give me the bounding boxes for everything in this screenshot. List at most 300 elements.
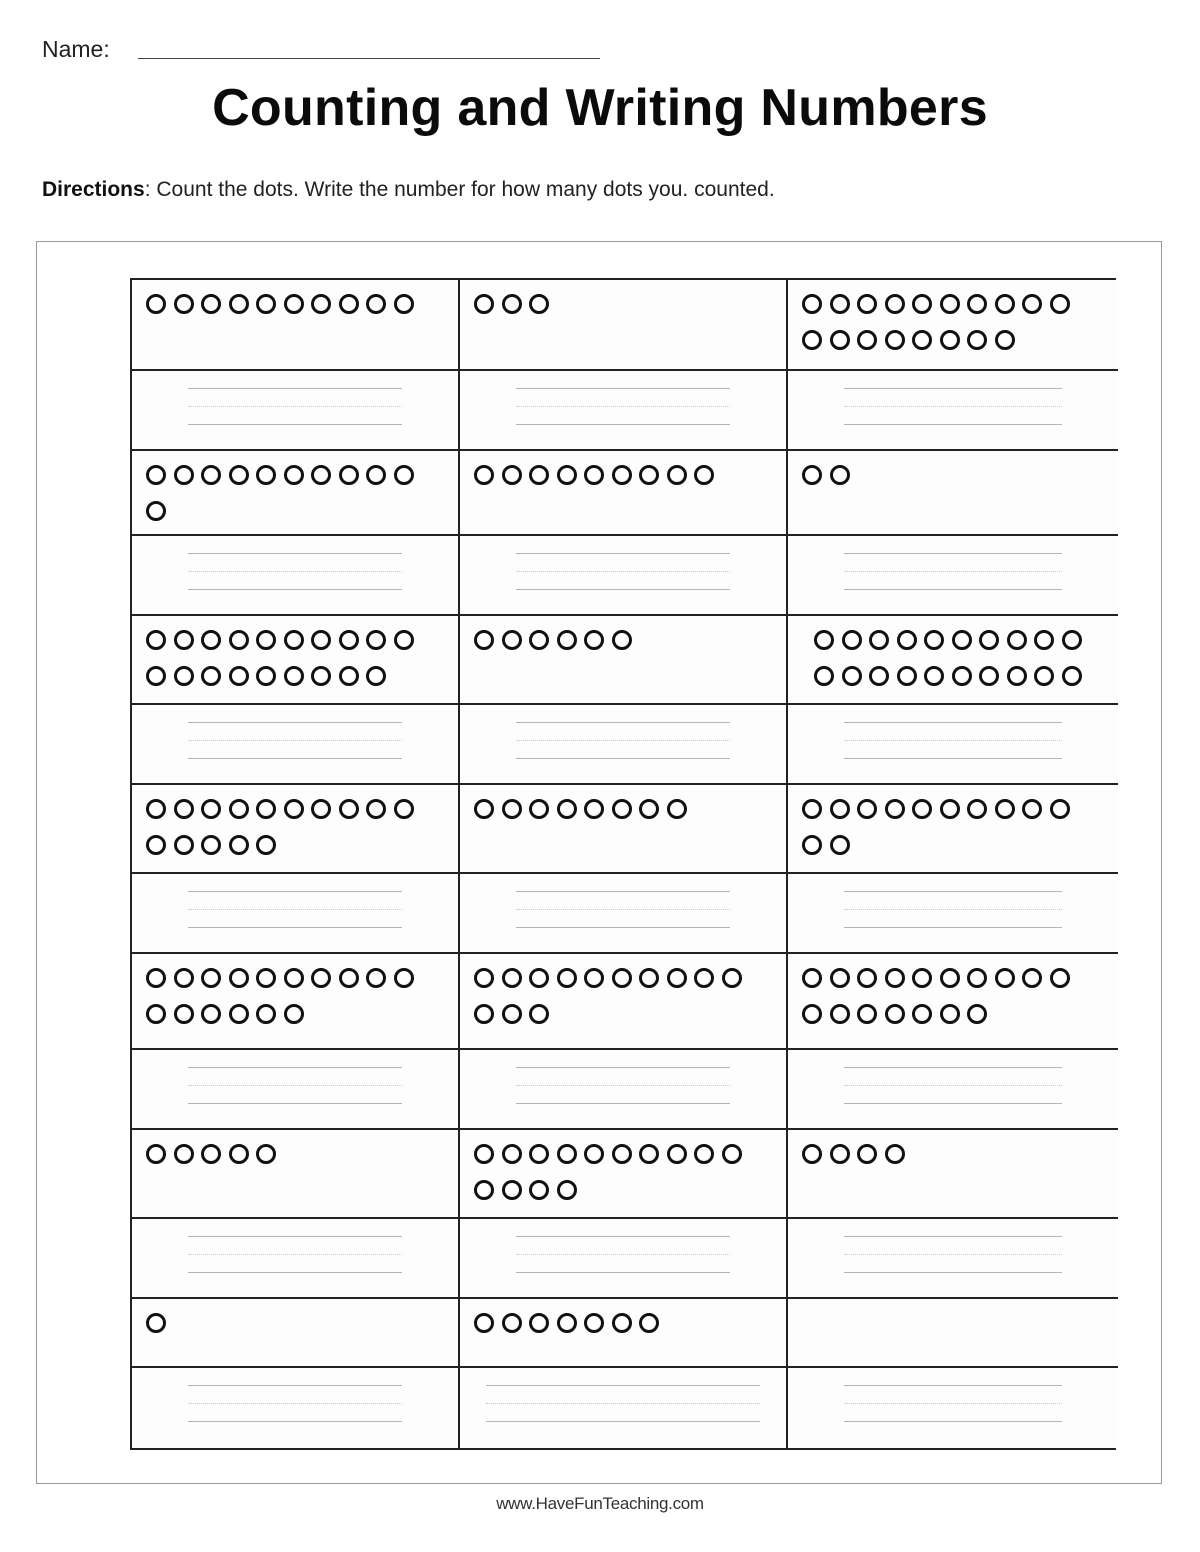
- dot-cell: [788, 616, 1118, 705]
- writing-line: [486, 1421, 760, 1422]
- answer-cell[interactable]: [460, 371, 788, 451]
- count-dot: [339, 465, 359, 485]
- count-dot: [802, 465, 822, 485]
- count-dot: [967, 968, 987, 988]
- count-dot: [529, 1180, 549, 1200]
- count-dot: [394, 630, 414, 650]
- writing-line: [516, 553, 730, 554]
- writing-line: [516, 589, 730, 590]
- count-dot: [667, 968, 687, 988]
- count-dot: [885, 799, 905, 819]
- count-dot: [201, 799, 221, 819]
- count-dot: [474, 294, 494, 314]
- dot-cell: [460, 785, 788, 874]
- midline-dotted: [188, 571, 402, 572]
- handwriting-lines[interactable]: [516, 1067, 730, 1105]
- count-dot: [857, 1144, 877, 1164]
- dot-cell: [132, 954, 460, 1050]
- answer-cell[interactable]: [460, 1050, 788, 1130]
- handwriting-lines[interactable]: [188, 1385, 402, 1423]
- count-dot: [667, 465, 687, 485]
- dot-cell: [460, 451, 788, 536]
- count-dot: [940, 294, 960, 314]
- writing-line: [516, 424, 730, 425]
- count-dot: [146, 501, 166, 521]
- count-dot: [995, 330, 1015, 350]
- midline-dotted: [516, 909, 730, 910]
- count-dot: [256, 465, 276, 485]
- count-dot: [897, 630, 917, 650]
- count-dot: [256, 799, 276, 819]
- name-label: Name:: [42, 36, 110, 62]
- count-dot: [952, 666, 972, 686]
- count-dot: [842, 630, 862, 650]
- answer-cell[interactable]: [788, 1368, 1118, 1448]
- count-dot: [912, 1004, 932, 1024]
- count-dot: [339, 630, 359, 650]
- writing-line: [844, 553, 1062, 554]
- count-dot: [722, 1144, 742, 1164]
- count-dot: [229, 799, 249, 819]
- answer-cell[interactable]: [132, 536, 460, 616]
- midline-dotted: [188, 909, 402, 910]
- count-dot: [474, 465, 494, 485]
- count-dot: [967, 1004, 987, 1024]
- count-dot: [146, 1313, 166, 1333]
- midline-dotted: [516, 406, 730, 407]
- count-dot: [339, 666, 359, 686]
- dot-group: [146, 630, 448, 686]
- count-dot: [1034, 630, 1054, 650]
- count-dot: [830, 799, 850, 819]
- count-dot: [842, 666, 862, 686]
- count-dot: [802, 294, 822, 314]
- count-dot: [284, 968, 304, 988]
- dot-group: [146, 799, 448, 855]
- dot-cell: [132, 451, 460, 536]
- count-dot: [912, 799, 932, 819]
- dot-group: [802, 294, 1108, 350]
- count-dot: [529, 1144, 549, 1164]
- count-dot: [584, 465, 604, 485]
- count-dot: [979, 666, 999, 686]
- count-dot: [284, 799, 304, 819]
- count-dot: [311, 294, 331, 314]
- count-dot: [201, 630, 221, 650]
- writing-line: [188, 1272, 402, 1273]
- count-dot: [694, 465, 714, 485]
- count-dot: [940, 330, 960, 350]
- dot-cell: [788, 1299, 1118, 1368]
- handwriting-lines[interactable]: [188, 891, 402, 929]
- writing-line: [188, 388, 402, 389]
- dot-cell: [788, 785, 1118, 874]
- count-dot: [924, 666, 944, 686]
- dot-cell: [460, 954, 788, 1050]
- count-dot: [830, 835, 850, 855]
- count-dot: [146, 630, 166, 650]
- midline-dotted: [844, 1403, 1062, 1404]
- count-dot: [694, 968, 714, 988]
- dot-cell: [460, 280, 788, 371]
- count-dot: [885, 330, 905, 350]
- count-dot: [995, 968, 1015, 988]
- writing-line: [188, 758, 402, 759]
- writing-line: [188, 1103, 402, 1104]
- count-dot: [229, 666, 249, 686]
- count-dot: [311, 666, 331, 686]
- handwriting-lines[interactable]: [516, 553, 730, 591]
- count-dot: [639, 1313, 659, 1333]
- count-dot: [146, 799, 166, 819]
- answer-cell[interactable]: [788, 705, 1118, 785]
- count-dot: [502, 799, 522, 819]
- count-dot: [912, 330, 932, 350]
- count-dot: [174, 630, 194, 650]
- dot-group: [802, 799, 1108, 855]
- count-dot: [366, 799, 386, 819]
- count-dot: [940, 1004, 960, 1024]
- count-dot: [229, 835, 249, 855]
- handwriting-lines[interactable]: [188, 1067, 402, 1105]
- count-dot: [146, 294, 166, 314]
- writing-line: [844, 1385, 1062, 1386]
- answer-cell[interactable]: [460, 1219, 788, 1299]
- count-dot: [802, 835, 822, 855]
- answer-cell[interactable]: [788, 1050, 1118, 1130]
- count-dot: [529, 630, 549, 650]
- count-dot: [229, 1004, 249, 1024]
- writing-line: [844, 1421, 1062, 1422]
- writing-line: [188, 1385, 402, 1386]
- writing-line: [188, 722, 402, 723]
- dot-group: [474, 294, 776, 314]
- writing-line: [188, 424, 402, 425]
- handwriting-lines[interactable]: [844, 722, 1062, 760]
- writing-line: [844, 891, 1062, 892]
- count-dot: [639, 799, 659, 819]
- writing-line: [486, 1385, 760, 1386]
- dot-group: [146, 1313, 448, 1333]
- count-dot: [174, 968, 194, 988]
- count-dot: [802, 968, 822, 988]
- answer-cell[interactable]: [788, 371, 1118, 451]
- count-dot: [502, 1313, 522, 1333]
- dot-cell: [132, 280, 460, 371]
- answer-cell[interactable]: [132, 371, 460, 451]
- writing-line: [844, 1272, 1062, 1273]
- count-dot: [474, 1144, 494, 1164]
- dot-group: [474, 1144, 776, 1200]
- midline-dotted: [486, 1403, 760, 1404]
- count-dot: [897, 666, 917, 686]
- name-write-line[interactable]: [138, 58, 600, 59]
- handwriting-lines[interactable]: [516, 722, 730, 760]
- dot-group: [474, 968, 776, 1024]
- count-dot: [474, 630, 494, 650]
- count-dot: [229, 1144, 249, 1164]
- count-dot: [967, 294, 987, 314]
- count-dot: [256, 294, 276, 314]
- dot-cell: [788, 280, 1118, 371]
- count-dot: [557, 799, 577, 819]
- count-dot: [639, 1144, 659, 1164]
- midline-dotted: [844, 1254, 1062, 1255]
- answer-cell[interactable]: [788, 874, 1118, 954]
- dot-group: [802, 465, 1108, 485]
- count-dot: [1007, 666, 1027, 686]
- dot-group: [802, 968, 1108, 1024]
- handwriting-lines[interactable]: [188, 1236, 402, 1274]
- answer-cell[interactable]: [132, 705, 460, 785]
- answer-cell[interactable]: [788, 536, 1118, 616]
- writing-line: [844, 1103, 1062, 1104]
- count-dot: [474, 1180, 494, 1200]
- footer-website: www.HaveFunTeaching.com: [496, 1494, 704, 1513]
- dot-cell: [132, 1299, 460, 1368]
- count-dot: [201, 465, 221, 485]
- writing-line: [516, 927, 730, 928]
- count-dot: [229, 294, 249, 314]
- handwriting-lines[interactable]: [844, 553, 1062, 591]
- writing-line: [516, 1103, 730, 1104]
- dot-cell: [788, 451, 1118, 536]
- count-dot: [174, 294, 194, 314]
- count-dot: [857, 968, 877, 988]
- count-dot: [885, 1004, 905, 1024]
- count-dot: [1062, 630, 1082, 650]
- count-dot: [174, 465, 194, 485]
- writing-line: [844, 1236, 1062, 1237]
- answer-cell[interactable]: [460, 705, 788, 785]
- midline-dotted: [844, 406, 1062, 407]
- count-dot: [256, 835, 276, 855]
- count-dot: [924, 630, 944, 650]
- count-dot: [529, 1313, 549, 1333]
- count-dot: [474, 1313, 494, 1333]
- count-dot: [174, 1144, 194, 1164]
- midline-dotted: [516, 1085, 730, 1086]
- answer-cell[interactable]: [132, 1368, 460, 1448]
- writing-line: [516, 388, 730, 389]
- handwriting-lines[interactable]: [844, 388, 1062, 426]
- dot-group: [474, 465, 776, 485]
- handwriting-lines[interactable]: [516, 1236, 730, 1274]
- count-dot: [529, 465, 549, 485]
- count-dot: [201, 1004, 221, 1024]
- count-dot: [830, 294, 850, 314]
- count-dot: [366, 465, 386, 485]
- writing-line: [844, 424, 1062, 425]
- midline-dotted: [516, 571, 730, 572]
- count-dot: [612, 465, 632, 485]
- dot-group: [146, 1144, 448, 1164]
- handwriting-lines[interactable]: [844, 891, 1062, 929]
- dot-cell: [460, 616, 788, 705]
- handwriting-lines[interactable]: [844, 1067, 1062, 1105]
- directions-label: Directions: [42, 178, 145, 201]
- directions: [42, 178, 775, 202]
- count-dot: [229, 968, 249, 988]
- count-dot: [502, 294, 522, 314]
- writing-line: [188, 891, 402, 892]
- count-dot: [584, 1313, 604, 1333]
- writing-line: [844, 722, 1062, 723]
- writing-line: [844, 1067, 1062, 1068]
- answer-cell[interactable]: [460, 536, 788, 616]
- count-dot: [952, 630, 972, 650]
- midline-dotted: [516, 740, 730, 741]
- count-dot: [857, 294, 877, 314]
- count-dot: [201, 968, 221, 988]
- count-dot: [474, 1004, 494, 1024]
- count-dot: [174, 666, 194, 686]
- dot-group: [146, 465, 448, 521]
- directions-text: : Count the dots. Write the number for how many dots you. counted.: [144, 178, 775, 201]
- worksheet-title: Counting and Writing Numbers: [212, 79, 988, 137]
- count-dot: [979, 630, 999, 650]
- count-dot: [612, 1144, 632, 1164]
- writing-line: [516, 722, 730, 723]
- count-dot: [394, 294, 414, 314]
- count-dot: [366, 294, 386, 314]
- handwriting-lines[interactable]: [486, 1385, 760, 1423]
- count-dot: [584, 799, 604, 819]
- count-dot: [995, 799, 1015, 819]
- handwriting-lines[interactable]: [188, 553, 402, 591]
- answer-cell[interactable]: [460, 874, 788, 954]
- count-dot: [995, 294, 1015, 314]
- dot-group: [146, 294, 448, 314]
- handwriting-lines[interactable]: [188, 388, 402, 426]
- dot-group: [814, 630, 1108, 686]
- count-dot: [967, 330, 987, 350]
- count-dot: [814, 630, 834, 650]
- answer-cell[interactable]: [132, 1050, 460, 1130]
- count-dot: [229, 465, 249, 485]
- writing-line: [844, 589, 1062, 590]
- count-dot: [1050, 294, 1070, 314]
- count-dot: [146, 666, 166, 686]
- midline-dotted: [188, 1085, 402, 1086]
- count-dot: [339, 968, 359, 988]
- count-dot: [284, 1004, 304, 1024]
- writing-line: [516, 758, 730, 759]
- writing-line: [188, 589, 402, 590]
- count-dot: [201, 1144, 221, 1164]
- count-dot: [940, 799, 960, 819]
- count-dot: [201, 835, 221, 855]
- count-dot: [667, 1144, 687, 1164]
- midline-dotted: [188, 1254, 402, 1255]
- count-dot: [1022, 968, 1042, 988]
- count-dot: [311, 465, 331, 485]
- count-dot: [557, 1313, 577, 1333]
- count-dot: [967, 799, 987, 819]
- dot-cell: [132, 785, 460, 874]
- count-dot: [366, 630, 386, 650]
- midline-dotted: [844, 740, 1062, 741]
- count-dot: [722, 968, 742, 988]
- count-dot: [940, 968, 960, 988]
- count-dot: [612, 799, 632, 819]
- count-dot: [1034, 666, 1054, 686]
- count-dot: [557, 1180, 577, 1200]
- dot-group: [474, 630, 776, 650]
- dot-group: [802, 1144, 1108, 1164]
- count-dot: [229, 630, 249, 650]
- answer-cell[interactable]: [132, 874, 460, 954]
- count-dot: [174, 1004, 194, 1024]
- count-dot: [830, 968, 850, 988]
- midline-dotted: [188, 740, 402, 741]
- count-dot: [830, 1004, 850, 1024]
- count-dot: [885, 1144, 905, 1164]
- dot-cell: [132, 1130, 460, 1219]
- writing-line: [188, 927, 402, 928]
- count-dot: [802, 799, 822, 819]
- count-dot: [830, 465, 850, 485]
- writing-line: [516, 1272, 730, 1273]
- count-dot: [885, 968, 905, 988]
- count-dot: [639, 465, 659, 485]
- count-dot: [146, 835, 166, 855]
- count-dot: [502, 630, 522, 650]
- count-dot: [557, 1144, 577, 1164]
- count-dot: [529, 968, 549, 988]
- count-dot: [146, 465, 166, 485]
- handwriting-lines[interactable]: [516, 388, 730, 426]
- count-dot: [802, 1004, 822, 1024]
- count-dot: [1022, 799, 1042, 819]
- count-dot: [557, 630, 577, 650]
- count-dot: [146, 1144, 166, 1164]
- count-dot: [174, 835, 194, 855]
- count-dot: [857, 330, 877, 350]
- answer-cell[interactable]: [460, 1368, 788, 1448]
- count-dot: [502, 1144, 522, 1164]
- answer-cell[interactable]: [132, 1219, 460, 1299]
- handwriting-lines[interactable]: [844, 1236, 1062, 1274]
- count-dot: [339, 799, 359, 819]
- count-dot: [1022, 294, 1042, 314]
- count-dot: [284, 666, 304, 686]
- count-dot: [174, 799, 194, 819]
- count-dot: [311, 630, 331, 650]
- writing-line: [188, 1421, 402, 1422]
- count-dot: [802, 1144, 822, 1164]
- count-dot: [256, 968, 276, 988]
- count-dot: [857, 799, 877, 819]
- count-dot: [584, 630, 604, 650]
- count-dot: [912, 294, 932, 314]
- dot-cell: [132, 616, 460, 705]
- count-dot: [529, 1004, 549, 1024]
- dot-group: [146, 968, 448, 1024]
- answer-cell[interactable]: [788, 1219, 1118, 1299]
- count-dot: [612, 1313, 632, 1333]
- handwriting-lines[interactable]: [188, 722, 402, 760]
- count-dot: [201, 666, 221, 686]
- writing-line: [188, 553, 402, 554]
- count-dot: [146, 1004, 166, 1024]
- count-dot: [830, 330, 850, 350]
- handwriting-lines[interactable]: [844, 1385, 1062, 1423]
- count-dot: [311, 968, 331, 988]
- count-dot: [256, 1144, 276, 1164]
- handwriting-lines[interactable]: [516, 891, 730, 929]
- midline-dotted: [188, 406, 402, 407]
